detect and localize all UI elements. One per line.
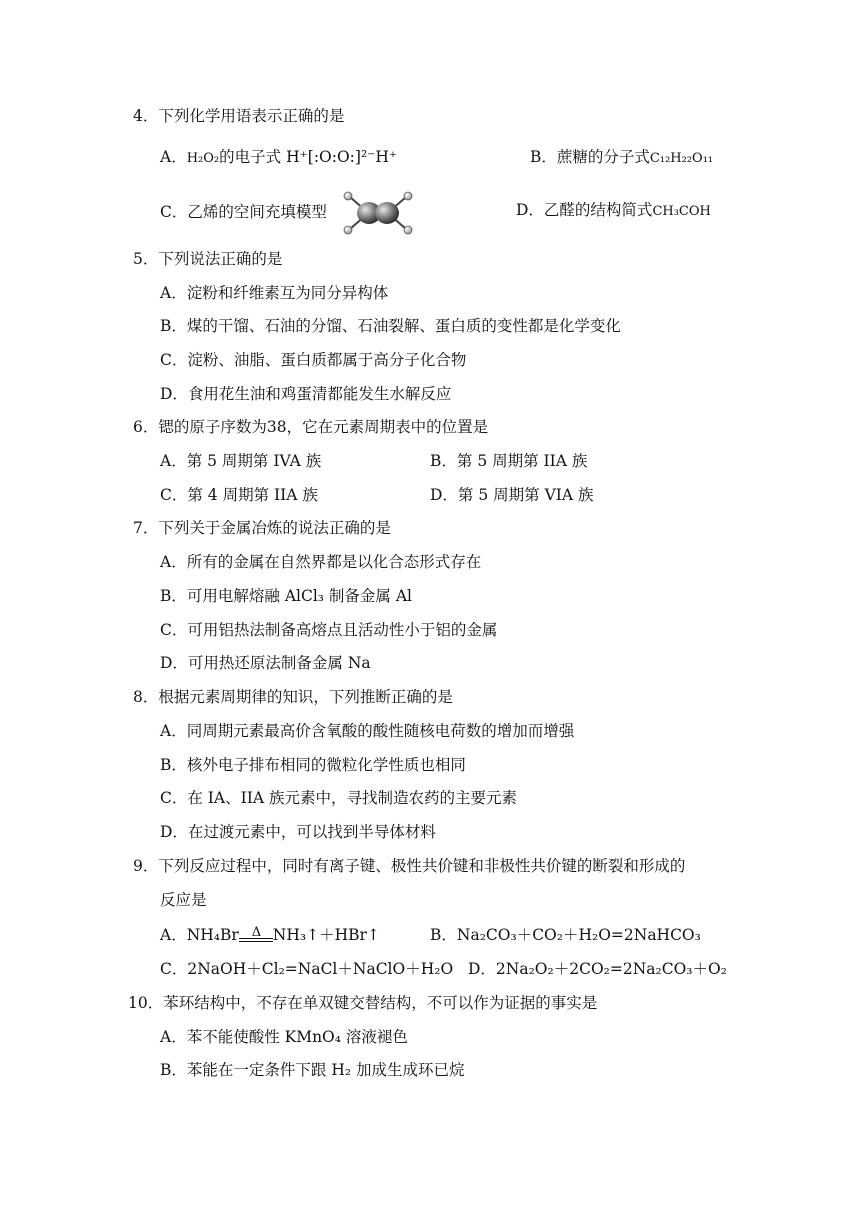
question-8-stem: 8．根据元素周期律的知识，下列推断正确的是	[133, 688, 453, 706]
q9-option-a-product: NH₃↑＋HBr↑	[272, 926, 380, 944]
question-9-stem-cont: 反应是	[160, 891, 207, 909]
question-4-stem: 4．下列化学用语表示正确的是	[133, 107, 345, 125]
q7-option-a: A．所有的金属在自然界都是以化合态形式存在	[160, 553, 482, 571]
q5-option-b: B．煤的干馏、石油的分馏、石油裂解、蛋白质的变性都是化学变化	[160, 317, 621, 335]
question-5-stem: 5．下列说法正确的是	[133, 250, 283, 268]
q4-option-b-formula: C₁₂H₂₂O₁₁	[649, 151, 714, 166]
question-6-stem: 6．锶的原子序数为38，它在元素周期表中的位置是	[133, 418, 489, 436]
q8-option-a: A．同周期元素最高价含氧酸的酸性随核电荷数的增加而增强	[160, 722, 575, 740]
q6-option-c: C．第 4 周期第 IIA 族	[160, 486, 318, 504]
q6-option-d: D．第 5 周期第 VIA 族	[430, 486, 594, 504]
q4-option-a-formula: H₂O₂	[186, 151, 220, 166]
q8-option-d: D．在过渡元素中，可以找到半导体材料	[160, 823, 436, 841]
q9-option-d: D．2Na₂O₂＋2CO₂=2Na₂CO₃＋O₂	[468, 960, 727, 978]
q7-option-d: D．可用热还原法制备金属 Na	[160, 654, 371, 672]
q4-electron-formula: H⁺[:O:O:]²⁻H⁺	[286, 148, 398, 166]
q9-option-b: B．Na₂CO₃＋CO₂＋H₂O=2NaHCO₃	[430, 926, 701, 944]
q4-option-a	[160, 146, 397, 170]
question-10-stem: 10．苯环结构中，不存在单双键交替结构，不可以作为证据的事实是	[128, 994, 598, 1012]
q5-option-d: D．食用花生油和鸡蛋清都能发生水解反应	[160, 385, 452, 403]
q9-option-c: C．2NaOH＋Cl₂=NaCl＋NaClO＋H₂O	[160, 960, 454, 978]
heat-condition-sign	[239, 924, 273, 946]
heat-delta-label: Δ	[251, 925, 262, 940]
q4-option-c: C．乙烯的空间充填模型	[160, 203, 327, 221]
q4-option-d-formula: CH₃COH	[652, 204, 711, 219]
q9-option-a	[160, 924, 380, 946]
q4-option-b	[530, 146, 713, 170]
q4-option-d	[516, 199, 711, 223]
q7-option-c: C．可用铝热法制备高熔点且活动性小于铝的金属	[160, 621, 498, 639]
q9-option-a-reactant: A．NH₄Br	[160, 926, 239, 944]
q6-option-b: B．第 5 周期第 IIA 族	[430, 452, 588, 470]
q4-option-a-label: A．	[160, 148, 187, 166]
q7-option-b: B．可用电解熔融 AlCl₃ 制备金属 Al	[160, 587, 413, 605]
ethylene-model-icon	[338, 191, 418, 235]
q8-option-b: B．核外电子排布相同的微粒化学性质也相同	[160, 756, 466, 774]
q4-option-d-text: D．乙醛的结构简式	[516, 201, 653, 219]
q10-option-b: B．苯能在一定条件下跟 H₂ 加成生成环已烷	[160, 1061, 465, 1079]
question-7-stem: 7．下列关于金属冶炼的说法正确的是	[133, 519, 391, 537]
q5-option-a: A．淀粉和纤维素互为同分异构体	[160, 284, 389, 302]
q10-option-a: A．苯不能使酸性 KMnO₄ 溶液褪色	[160, 1028, 408, 1046]
q8-option-c: C．在 IA、IIA 族元素中，寻找制造农药的主要元素	[160, 789, 517, 807]
q6-option-a: A．第 5 周期第 IVA 族	[160, 452, 322, 470]
q4-option-a-text: 的电子式	[219, 148, 282, 166]
q4-option-b-text: B．蔗糖的分子式	[530, 148, 650, 166]
question-9-stem: 9．下列反应过程中，同时有离子键、极性共价键和非极性共价键的断裂和形成的	[133, 857, 686, 875]
q5-option-c: C．淀粉、油脂、蛋白质都属于高分子化合物	[160, 351, 467, 369]
